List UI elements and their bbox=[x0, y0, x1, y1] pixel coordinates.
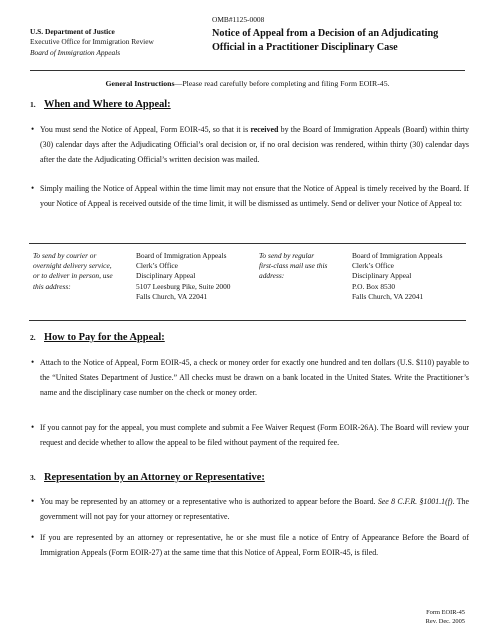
mail-label-line: address: bbox=[259, 271, 285, 281]
courier-label-line: or to deliver in person, use bbox=[33, 271, 113, 281]
address-line: P.O. Box 8530 bbox=[352, 281, 396, 291]
omb-number: OMB#1125-0008 bbox=[212, 15, 265, 24]
section-3-bullet-1 bbox=[30, 494, 469, 524]
bullet-text: Attach to the Notice of Appeal, Form EOIR-45, a check or money order for exactly one hundred and ten dollars (U.S. $110) payable to the “United States Department of Justice.” All checks must be drawn on a bank located in the United States. Write the Practitioner’s name and the disciplinary case number on the check or money order. bbox=[40, 358, 469, 398]
footer-revision: Rev. Dec. 2005 bbox=[425, 617, 465, 625]
address-box bbox=[29, 243, 466, 321]
bullet-text: You must send the Notice of Appeal, Form EOIR-45, so that it is bbox=[40, 125, 251, 134]
bullet-icon: • bbox=[31, 532, 35, 542]
section-3-number: 3. bbox=[30, 473, 36, 482]
address-line: Board of Immigration Appeals bbox=[136, 251, 227, 260]
bullet-text: If you cannot pay for the appeal, you must complete and submit a Fee Waiver Request (Form EOIR-26A). The Board will review your request and decide whether to allow the appeal to be filed without payment of the required fee. bbox=[40, 423, 469, 448]
section-3-heading bbox=[30, 471, 265, 484]
bullet-emphasis: received bbox=[250, 125, 279, 134]
section-2-bullet-2 bbox=[30, 420, 469, 450]
address-line: Clerk’s Office bbox=[136, 261, 178, 271]
bullet-icon: • bbox=[31, 183, 35, 193]
courier-label-line: To send by courier or bbox=[33, 251, 97, 260]
form-footer bbox=[426, 609, 465, 626]
section-2-heading bbox=[30, 331, 165, 344]
footer-form-number: Form EOIR-45 bbox=[426, 609, 465, 616]
office-name: Executive Office for Immigration Review bbox=[30, 37, 154, 47]
bullet-icon: • bbox=[31, 357, 35, 367]
general-instructions-text: —Please read carefully before completing and filing Form EOIR-45. bbox=[174, 79, 390, 88]
bullet-text: You may be represented by an attorney or a representative who is authorized to appear before the Board. bbox=[40, 497, 378, 506]
courier-address bbox=[136, 251, 261, 302]
form-title-line1: Notice of Appeal from a Decision of an Adjudicating bbox=[212, 28, 439, 39]
address-line: Clerk’s Office bbox=[352, 261, 394, 271]
courier-label-line: overnight delivery service, bbox=[33, 261, 112, 271]
form-header bbox=[212, 15, 477, 54]
section-2-bullet-1 bbox=[30, 355, 469, 400]
section-1-bullet-2 bbox=[30, 181, 469, 211]
board-name: Board of Immigration Appeals bbox=[30, 47, 121, 57]
bullet-text: Simply mailing the Notice of Appeal within the time limit may not ensure that the Notice of Appeal is timely received by the Board. If your Notice of Appeal is received outside of the time limit, it will be dismissed as untimely. Send or deliver your Notice of Appeal to: bbox=[40, 184, 469, 209]
mail-label bbox=[259, 251, 349, 282]
address-line: Board of Immigration Appeals bbox=[352, 251, 443, 260]
mail-label-line: first-class mail use this bbox=[259, 261, 328, 271]
section-3-title: Representation by an Attorney or Representative: bbox=[44, 472, 265, 483]
form-title-line2: Official in a Practitioner Disciplinary Case bbox=[212, 41, 398, 53]
section-3-bullet-2 bbox=[30, 530, 469, 560]
address-line: 5107 Leesburg Pike, Suite 2000 bbox=[136, 281, 231, 291]
address-line: Disciplinary Appeal bbox=[352, 271, 412, 281]
courier-label bbox=[33, 251, 135, 292]
bullet-text: If you are represented by an attorney or representative, he or she must file a notice of Entry of Appearance Before the Board of Immigration Appeals (Form EOIR-27) at the same time that this Notice of Appeal, Form EOIR-45, is filed. bbox=[40, 533, 469, 558]
address-line: Disciplinary Appeal bbox=[136, 271, 196, 281]
mail-label-line: To send by regular bbox=[259, 251, 315, 260]
form-title bbox=[212, 27, 477, 54]
courier-label-line: this address: bbox=[33, 281, 71, 291]
header-divider bbox=[30, 70, 465, 71]
bullet-text: by the Board of Immigration Appeals (Board) within thirty (30) calendar days after the Adjudicating Official’s oral decision or, if no oral decision was rendered, within thirty (30) calendar days after the date the Adjudicating Official’s written decision was mailed. bbox=[40, 125, 469, 165]
section-1-number: 1. bbox=[30, 100, 36, 109]
mail-address bbox=[352, 251, 467, 302]
bullet-icon: • bbox=[31, 496, 35, 506]
section-1-title: When and Where to Appeal: bbox=[44, 99, 171, 110]
department-name: U.S. Department of Justice bbox=[30, 27, 115, 36]
address-line: Falls Church, VA 22041 bbox=[352, 291, 424, 301]
section-1-bullet-1 bbox=[30, 122, 469, 167]
bullet-text: . The government will not pay for your attorney or representative. bbox=[40, 497, 469, 522]
address-line: Falls Church, VA 22041 bbox=[136, 291, 208, 301]
bullet-icon: • bbox=[31, 422, 35, 432]
bullet-icon: • bbox=[31, 124, 35, 134]
citation: See 8 C.F.R. §1001.1(f) bbox=[377, 497, 453, 506]
section-2-number: 2. bbox=[30, 333, 36, 342]
agency-block bbox=[30, 27, 205, 58]
section-2-title: How to Pay for the Appeal: bbox=[44, 332, 165, 343]
general-instructions-label: General Instructions bbox=[105, 79, 175, 88]
general-instructions bbox=[30, 79, 465, 89]
section-1-heading bbox=[30, 98, 171, 111]
